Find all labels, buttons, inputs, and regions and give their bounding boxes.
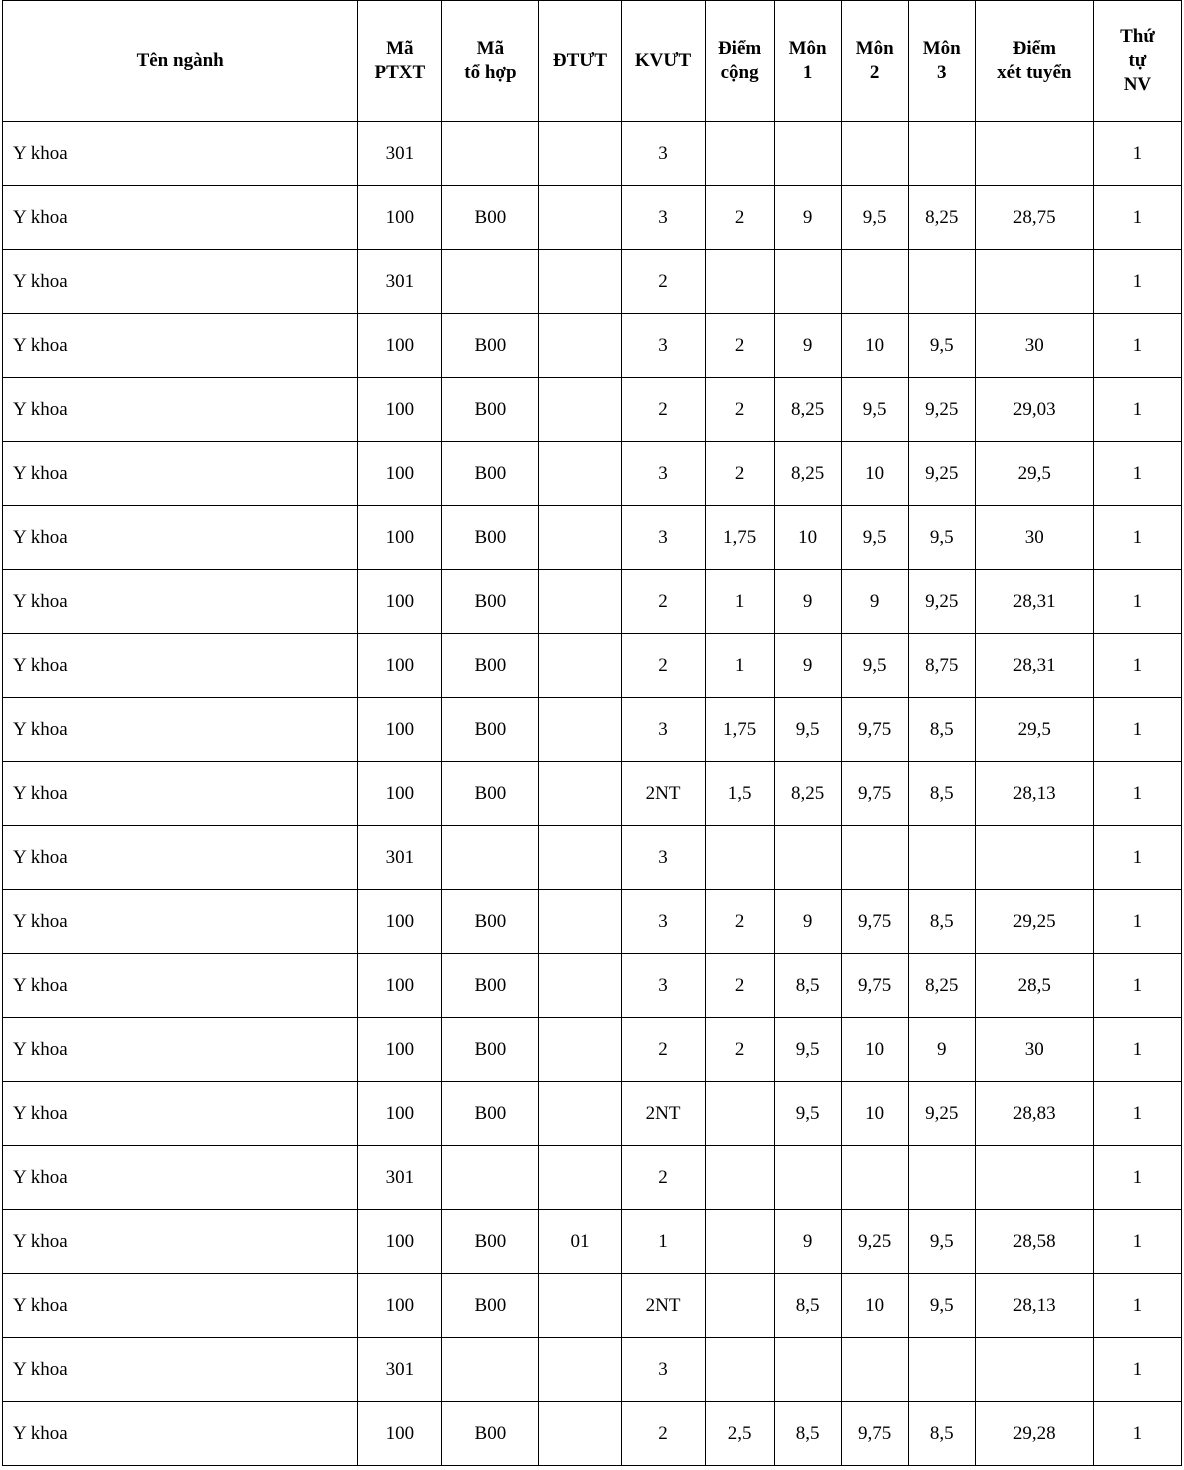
cell-dtut: 01 — [539, 1210, 621, 1274]
table-row — [3, 122, 1182, 186]
column-header-line: Mã — [476, 38, 505, 60]
cell-mon2: 9,75 — [841, 762, 908, 826]
cell-mon2: 9,5 — [841, 186, 908, 250]
cell-mon3 — [908, 250, 975, 314]
table-row — [3, 378, 1182, 442]
cell-thu-tu-nv: 1 — [1093, 1082, 1181, 1146]
cell-diem-cong — [705, 1210, 774, 1274]
table-header — [3, 1, 1182, 122]
cell-ten-nganh: Y khoa — [3, 442, 358, 506]
cell-dtut — [539, 1018, 621, 1082]
cell-dtut — [539, 186, 621, 250]
column-header-line: Thứ — [1120, 26, 1155, 48]
cell-mon1: 8,25 — [774, 762, 841, 826]
cell-ma-to-hop: B00 — [442, 1210, 539, 1274]
cell-ma-ptxt: 301 — [358, 122, 442, 186]
header-row — [3, 1, 1182, 122]
cell-mon2: 9,75 — [841, 954, 908, 1018]
column-header-line: tự — [1128, 50, 1147, 72]
cell-thu-tu-nv: 1 — [1093, 826, 1181, 890]
cell-ma-to-hop: B00 — [442, 1082, 539, 1146]
cell-diem-cong: 2 — [705, 314, 774, 378]
column-header-ma-to-hop — [442, 1, 539, 122]
cell-kvut: 3 — [621, 1338, 705, 1402]
cell-diem-xet-tuyen: 29,03 — [975, 378, 1093, 442]
cell-thu-tu-nv: 1 — [1093, 1274, 1181, 1338]
cell-thu-tu-nv: 1 — [1093, 634, 1181, 698]
cell-mon1: 9 — [774, 570, 841, 634]
cell-kvut: 3 — [621, 826, 705, 890]
cell-ma-to-hop — [442, 122, 539, 186]
cell-ma-to-hop: B00 — [442, 186, 539, 250]
cell-thu-tu-nv: 1 — [1093, 698, 1181, 762]
cell-mon3: 9,5 — [908, 1210, 975, 1274]
cell-dtut — [539, 314, 621, 378]
column-header-line: Điểm — [717, 38, 762, 60]
table-row — [3, 954, 1182, 1018]
cell-kvut: 3 — [621, 698, 705, 762]
cell-thu-tu-nv: 1 — [1093, 250, 1181, 314]
cell-mon3: 9,25 — [908, 570, 975, 634]
cell-diem-xet-tuyen: 29,5 — [975, 442, 1093, 506]
cell-mon2: 9,5 — [841, 634, 908, 698]
cell-mon3 — [908, 1338, 975, 1402]
cell-mon1: 9 — [774, 634, 841, 698]
cell-mon1: 8,5 — [774, 954, 841, 1018]
table-row — [3, 762, 1182, 826]
cell-ten-nganh: Y khoa — [3, 826, 358, 890]
cell-diem-cong: 1 — [705, 570, 774, 634]
cell-ma-ptxt: 100 — [358, 1210, 442, 1274]
cell-mon1: 9 — [774, 890, 841, 954]
column-header-line: PTXT — [374, 62, 426, 83]
cell-ten-nganh: Y khoa — [3, 186, 358, 250]
table-row — [3, 634, 1182, 698]
cell-ma-to-hop — [442, 1146, 539, 1210]
cell-kvut: 3 — [621, 442, 705, 506]
cell-mon3: 8,5 — [908, 698, 975, 762]
cell-ma-ptxt: 301 — [358, 1146, 442, 1210]
column-header-line: Mã — [386, 38, 414, 60]
cell-ma-ptxt: 100 — [358, 634, 442, 698]
cell-kvut: 3 — [621, 506, 705, 570]
cell-ma-ptxt: 100 — [358, 1274, 442, 1338]
cell-mon2 — [841, 1338, 908, 1402]
cell-mon1 — [774, 250, 841, 314]
cell-ma-ptxt: 100 — [358, 506, 442, 570]
cell-ten-nganh: Y khoa — [3, 1146, 358, 1210]
cell-mon2: 10 — [841, 314, 908, 378]
cell-dtut — [539, 826, 621, 890]
cell-kvut: 3 — [621, 122, 705, 186]
cell-ten-nganh: Y khoa — [3, 378, 358, 442]
cell-mon3: 8,5 — [908, 890, 975, 954]
cell-ma-to-hop — [442, 1338, 539, 1402]
cell-ten-nganh: Y khoa — [3, 1018, 358, 1082]
cell-mon2: 10 — [841, 442, 908, 506]
cell-ma-ptxt: 301 — [358, 1338, 442, 1402]
column-header-mon3 — [908, 1, 975, 122]
cell-ma-to-hop: B00 — [442, 698, 539, 762]
cell-ma-ptxt: 100 — [358, 186, 442, 250]
cell-mon2 — [841, 122, 908, 186]
cell-mon1: 8,25 — [774, 442, 841, 506]
cell-ten-nganh: Y khoa — [3, 1210, 358, 1274]
cell-thu-tu-nv: 1 — [1093, 1338, 1181, 1402]
cell-mon1: 9 — [774, 1210, 841, 1274]
cell-kvut: 3 — [621, 954, 705, 1018]
cell-diem-cong: 2 — [705, 378, 774, 442]
cell-dtut — [539, 1338, 621, 1402]
cell-diem-cong: 2 — [705, 890, 774, 954]
table-row — [3, 1146, 1182, 1210]
cell-ma-ptxt: 100 — [358, 378, 442, 442]
cell-kvut: 2 — [621, 1146, 705, 1210]
cell-mon3: 9,25 — [908, 378, 975, 442]
cell-kvut: 2NT — [621, 1082, 705, 1146]
cell-thu-tu-nv: 1 — [1093, 762, 1181, 826]
cell-mon3: 9,5 — [908, 314, 975, 378]
cell-diem-xet-tuyen — [975, 250, 1093, 314]
cell-mon1 — [774, 1338, 841, 1402]
cell-diem-xet-tuyen: 28,58 — [975, 1210, 1093, 1274]
cell-dtut — [539, 890, 621, 954]
cell-diem-cong: 1 — [705, 634, 774, 698]
column-header-line: Môn — [855, 38, 894, 60]
cell-diem-xet-tuyen: 28,31 — [975, 570, 1093, 634]
cell-ten-nganh: Y khoa — [3, 250, 358, 314]
cell-diem-xet-tuyen: 28,5 — [975, 954, 1093, 1018]
cell-kvut: 2 — [621, 250, 705, 314]
cell-kvut: 3 — [621, 890, 705, 954]
cell-ma-ptxt: 100 — [358, 954, 442, 1018]
cell-mon2: 9 — [841, 570, 908, 634]
cell-thu-tu-nv: 1 — [1093, 1018, 1181, 1082]
cell-diem-xet-tuyen: 28,83 — [975, 1082, 1093, 1146]
column-header-line: 2 — [869, 62, 880, 83]
cell-ma-to-hop: B00 — [442, 1018, 539, 1082]
cell-dtut — [539, 442, 621, 506]
cell-thu-tu-nv: 1 — [1093, 378, 1181, 442]
cell-diem-cong — [705, 1338, 774, 1402]
cell-ma-ptxt: 100 — [358, 570, 442, 634]
cell-ma-to-hop: B00 — [442, 890, 539, 954]
cell-mon3: 8,5 — [908, 1402, 975, 1466]
cell-ma-ptxt: 100 — [358, 1082, 442, 1146]
cell-diem-xet-tuyen: 29,25 — [975, 890, 1093, 954]
column-header-line: tổ hợp — [464, 62, 517, 83]
cell-ten-nganh: Y khoa — [3, 506, 358, 570]
column-header-thu-tu-nv — [1093, 1, 1181, 122]
column-header-mon2 — [841, 1, 908, 122]
cell-diem-xet-tuyen: 29,5 — [975, 698, 1093, 762]
cell-diem-xet-tuyen — [975, 1338, 1093, 1402]
cell-ten-nganh: Y khoa — [3, 634, 358, 698]
cell-mon3: 8,25 — [908, 186, 975, 250]
cell-kvut: 3 — [621, 186, 705, 250]
cell-mon3 — [908, 122, 975, 186]
cell-ma-to-hop: B00 — [442, 506, 539, 570]
cell-diem-cong: 2 — [705, 186, 774, 250]
cell-diem-xet-tuyen — [975, 1146, 1093, 1210]
column-header-line: xét tuyển — [997, 62, 1072, 83]
cell-ten-nganh: Y khoa — [3, 570, 358, 634]
column-header-ten-nganh — [3, 1, 358, 122]
cell-diem-xet-tuyen: 30 — [975, 314, 1093, 378]
cell-ma-ptxt: 100 — [358, 762, 442, 826]
cell-diem-xet-tuyen: 30 — [975, 1018, 1093, 1082]
table-row — [3, 1082, 1182, 1146]
cell-mon3 — [908, 826, 975, 890]
cell-ten-nganh: Y khoa — [3, 1338, 358, 1402]
cell-mon3: 8,75 — [908, 634, 975, 698]
cell-mon3: 8,5 — [908, 762, 975, 826]
cell-diem-xet-tuyen: 28,31 — [975, 634, 1093, 698]
cell-dtut — [539, 1274, 621, 1338]
cell-thu-tu-nv: 1 — [1093, 314, 1181, 378]
cell-ten-nganh: Y khoa — [3, 1402, 358, 1466]
cell-dtut — [539, 762, 621, 826]
cell-diem-xet-tuyen: 28,13 — [975, 762, 1093, 826]
cell-thu-tu-nv: 1 — [1093, 1146, 1181, 1210]
cell-kvut: 2NT — [621, 762, 705, 826]
cell-diem-xet-tuyen: 28,13 — [975, 1274, 1093, 1338]
cell-diem-cong: 2 — [705, 1018, 774, 1082]
column-header-kvut — [621, 1, 705, 122]
column-header-line: Điểm — [1012, 38, 1056, 60]
cell-diem-cong: 2 — [705, 442, 774, 506]
cell-ten-nganh: Y khoa — [3, 890, 358, 954]
cell-ma-ptxt: 100 — [358, 1018, 442, 1082]
cell-mon1: 8,5 — [774, 1274, 841, 1338]
cell-ma-ptxt: 100 — [358, 442, 442, 506]
cell-kvut: 2 — [621, 570, 705, 634]
table-row — [3, 1338, 1182, 1402]
cell-diem-cong — [705, 1082, 774, 1146]
cell-mon2: 10 — [841, 1274, 908, 1338]
cell-diem-cong: 1,75 — [705, 698, 774, 762]
cell-mon1: 9,5 — [774, 1018, 841, 1082]
cell-ma-to-hop: B00 — [442, 762, 539, 826]
cell-diem-cong: 1,5 — [705, 762, 774, 826]
table-row — [3, 442, 1182, 506]
cell-kvut: 2 — [621, 378, 705, 442]
column-header-dtut — [539, 1, 621, 122]
cell-thu-tu-nv: 1 — [1093, 1402, 1181, 1466]
cell-ma-ptxt: 100 — [358, 890, 442, 954]
cell-dtut — [539, 1402, 621, 1466]
table-row — [3, 314, 1182, 378]
cell-thu-tu-nv: 1 — [1093, 186, 1181, 250]
cell-ma-ptxt: 301 — [358, 250, 442, 314]
cell-dtut — [539, 1082, 621, 1146]
cell-mon1 — [774, 1146, 841, 1210]
cell-diem-cong — [705, 250, 774, 314]
cell-ma-to-hop: B00 — [442, 378, 539, 442]
cell-kvut: 2 — [621, 634, 705, 698]
cell-diem-cong — [705, 826, 774, 890]
cell-ten-nganh: Y khoa — [3, 314, 358, 378]
cell-mon3: 9 — [908, 1018, 975, 1082]
cell-ma-to-hop: B00 — [442, 1274, 539, 1338]
cell-ma-to-hop: B00 — [442, 314, 539, 378]
cell-mon1: 9 — [774, 314, 841, 378]
cell-mon3: 8,25 — [908, 954, 975, 1018]
cell-thu-tu-nv: 1 — [1093, 890, 1181, 954]
cell-diem-xet-tuyen: 29,28 — [975, 1402, 1093, 1466]
table-row — [3, 1274, 1182, 1338]
cell-ten-nganh: Y khoa — [3, 1082, 358, 1146]
cell-dtut — [539, 1146, 621, 1210]
cell-dtut — [539, 250, 621, 314]
cell-mon2: 9,5 — [841, 506, 908, 570]
table-row — [3, 1402, 1182, 1466]
cell-mon2: 10 — [841, 1082, 908, 1146]
column-header-diem-cong — [705, 1, 774, 122]
column-header-ma-ptxt — [358, 1, 442, 122]
cell-mon2 — [841, 826, 908, 890]
cell-thu-tu-nv: 1 — [1093, 122, 1181, 186]
column-header-line: 3 — [936, 62, 947, 83]
cell-mon1: 9,5 — [774, 1082, 841, 1146]
cell-ma-ptxt: 100 — [358, 698, 442, 762]
cell-ma-ptxt: 301 — [358, 826, 442, 890]
table-row — [3, 186, 1182, 250]
cell-thu-tu-nv: 1 — [1093, 954, 1181, 1018]
cell-ma-ptxt: 100 — [358, 1402, 442, 1466]
table-row — [3, 698, 1182, 762]
cell-kvut: 2 — [621, 1402, 705, 1466]
cell-dtut — [539, 122, 621, 186]
table-row — [3, 826, 1182, 890]
cell-mon1: 8,25 — [774, 378, 841, 442]
cell-mon2: 9,25 — [841, 1210, 908, 1274]
cell-diem-cong — [705, 1274, 774, 1338]
column-header-line: Môn — [788, 38, 827, 60]
cell-diem-xet-tuyen: 28,75 — [975, 186, 1093, 250]
cell-mon3: 9,25 — [908, 1082, 975, 1146]
cell-mon3: 9,5 — [908, 1274, 975, 1338]
cell-ma-to-hop: B00 — [442, 442, 539, 506]
admission-scores-table — [2, 0, 1182, 1466]
table-row — [3, 506, 1182, 570]
table-body — [3, 122, 1182, 1466]
cell-mon2: 9,5 — [841, 378, 908, 442]
column-header-line: ĐTƯT — [552, 50, 608, 72]
cell-diem-cong: 2 — [705, 954, 774, 1018]
cell-ma-to-hop: B00 — [442, 1402, 539, 1466]
cell-ma-to-hop — [442, 250, 539, 314]
cell-mon1: 10 — [774, 506, 841, 570]
cell-ten-nganh: Y khoa — [3, 1274, 358, 1338]
cell-mon3: 9,5 — [908, 506, 975, 570]
cell-dtut — [539, 634, 621, 698]
cell-ma-to-hop: B00 — [442, 954, 539, 1018]
cell-mon2 — [841, 1146, 908, 1210]
cell-dtut — [539, 954, 621, 1018]
cell-thu-tu-nv: 1 — [1093, 506, 1181, 570]
cell-ten-nganh: Y khoa — [3, 122, 358, 186]
cell-dtut — [539, 570, 621, 634]
cell-dtut — [539, 378, 621, 442]
table-row — [3, 890, 1182, 954]
column-header-diem-xet-tuyen — [975, 1, 1093, 122]
cell-ten-nganh: Y khoa — [3, 762, 358, 826]
column-header-mon1 — [774, 1, 841, 122]
cell-mon2: 9,75 — [841, 698, 908, 762]
cell-diem-xet-tuyen — [975, 826, 1093, 890]
column-header-line: NV — [1123, 73, 1152, 95]
table-row — [3, 570, 1182, 634]
cell-diem-cong: 2,5 — [705, 1402, 774, 1466]
cell-diem-xet-tuyen: 30 — [975, 506, 1093, 570]
cell-kvut: 1 — [621, 1210, 705, 1274]
cell-mon2: 10 — [841, 1018, 908, 1082]
cell-dtut — [539, 698, 621, 762]
cell-thu-tu-nv: 1 — [1093, 442, 1181, 506]
cell-kvut: 2 — [621, 1018, 705, 1082]
cell-diem-cong — [705, 122, 774, 186]
cell-mon1: 9 — [774, 186, 841, 250]
table-row — [3, 250, 1182, 314]
cell-thu-tu-nv: 1 — [1093, 1210, 1181, 1274]
cell-mon3: 9,25 — [908, 442, 975, 506]
column-header-line: Tên ngành — [136, 50, 224, 72]
table-row — [3, 1210, 1182, 1274]
column-header-line: cộng — [720, 62, 759, 83]
cell-ma-to-hop: B00 — [442, 634, 539, 698]
cell-mon1: 8,5 — [774, 1402, 841, 1466]
cell-mon2: 9,75 — [841, 890, 908, 954]
cell-ten-nganh: Y khoa — [3, 698, 358, 762]
cell-ma-to-hop — [442, 826, 539, 890]
column-header-line: Môn — [922, 38, 961, 60]
cell-ma-ptxt: 100 — [358, 314, 442, 378]
cell-mon1 — [774, 122, 841, 186]
cell-mon2: 9,75 — [841, 1402, 908, 1466]
cell-dtut — [539, 506, 621, 570]
cell-mon1: 9,5 — [774, 698, 841, 762]
column-header-line: 1 — [802, 62, 813, 83]
cell-diem-cong: 1,75 — [705, 506, 774, 570]
cell-diem-cong — [705, 1146, 774, 1210]
cell-diem-xet-tuyen — [975, 122, 1093, 186]
cell-kvut: 3 — [621, 314, 705, 378]
cell-kvut: 2NT — [621, 1274, 705, 1338]
cell-mon1 — [774, 826, 841, 890]
cell-thu-tu-nv: 1 — [1093, 570, 1181, 634]
cell-mon2 — [841, 250, 908, 314]
cell-ma-to-hop: B00 — [442, 570, 539, 634]
cell-ten-nganh: Y khoa — [3, 954, 358, 1018]
table-row — [3, 1018, 1182, 1082]
cell-mon3 — [908, 1146, 975, 1210]
column-header-line: KVƯT — [634, 50, 692, 72]
